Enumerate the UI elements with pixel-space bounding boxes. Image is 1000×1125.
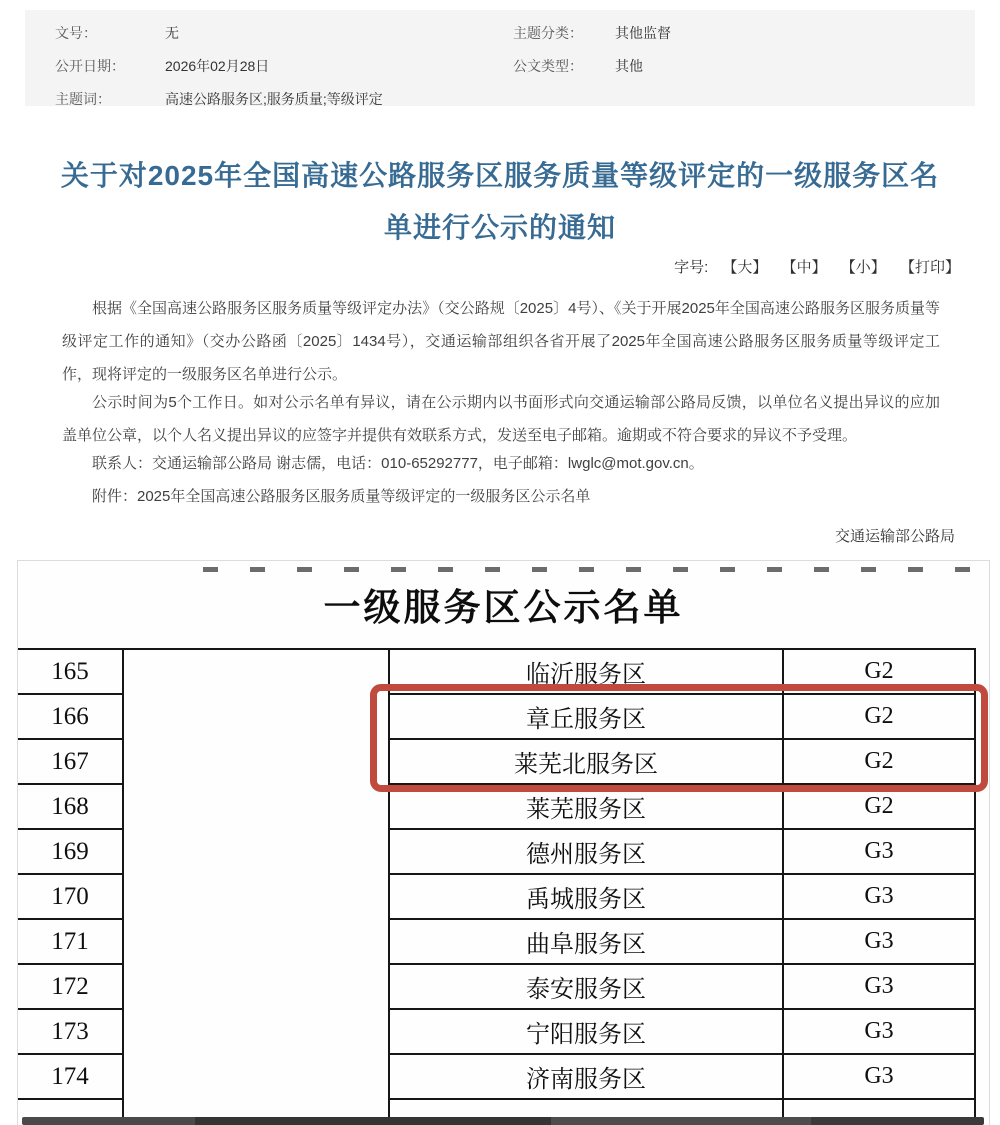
font-size-small-button[interactable]: 【小】 xyxy=(840,259,886,276)
row-number-cell: 172 xyxy=(17,964,123,1009)
paragraph-basis: 根据《全国高速公路服务区服务质量等级评定办法》（交公路规〔2025〕4号）、《关于开展2025年全国高速公路服务区服务质量等级评定工作的通知》（交办公路函〔2025〕1434号），交通运输部组织各省开展了2025年全国高速公路服务区服务质量等级评定工作，现将评定的一级服务区名单进行公示。 xyxy=(62,300,940,383)
grade-cell: G2 xyxy=(783,784,975,829)
service-area-name-cell: 宁阳服务区 xyxy=(389,1009,783,1054)
grade-cell: G3 xyxy=(783,919,975,964)
scan-cropped-text-artifact xyxy=(203,567,978,572)
grade-cell: G3 xyxy=(783,1054,975,1099)
font-size-bar-label: 字号: xyxy=(674,259,709,276)
row-number-cell: 167 xyxy=(17,739,123,784)
grade-cell: G3 xyxy=(783,964,975,1009)
paragraph-objection: 公示时间为5个工作日。如对公示名单有异议，请在公示期内以书面形式向交通运输部公路局反馈，以单位名义提出异议的应加盖单位公章，以个人名义提出异议的应签字并提供有效联系方式，发送至电子邮箱。逾期或不符合要求的异议不予受理。 xyxy=(62,394,940,444)
doc-number-value: 无 xyxy=(165,25,179,41)
service-area-name-cell: 临沂服务区 xyxy=(389,649,783,694)
grade-cell: G3 xyxy=(783,874,975,919)
scan-table-title: 一级服务区公示名单 xyxy=(323,587,684,628)
attachment-scan-image xyxy=(17,560,990,1125)
grade-cell: G3 xyxy=(783,829,975,874)
publish-date-value: 2026年02月28日 xyxy=(165,58,270,74)
grade-cell: G2 xyxy=(783,739,975,784)
doc-type-label: 公文类型： xyxy=(513,58,583,74)
keywords-value: 高速公路服务区;服务质量;等级评定 xyxy=(165,91,383,107)
print-button[interactable]: 【打印】 xyxy=(899,259,960,276)
doc-number-label: 文号： xyxy=(55,25,97,41)
row-number-cell: 170 xyxy=(17,874,123,919)
table-row xyxy=(17,649,975,694)
keywords-label: 主题词： xyxy=(55,91,111,107)
font-size-bar xyxy=(664,256,960,277)
service-area-name-cell: 德州服务区 xyxy=(389,829,783,874)
row-number-cell: 171 xyxy=(17,919,123,964)
service-area-name-cell: 莱芜北服务区 xyxy=(389,739,783,784)
service-area-name-cell: 章丘服务区 xyxy=(389,694,783,739)
grade-cell: G2 xyxy=(783,649,975,694)
province-merged-cell xyxy=(123,649,389,1125)
document-meta-panel xyxy=(25,10,975,106)
topic-class-value: 其他监督 xyxy=(615,25,671,41)
service-area-table xyxy=(17,648,976,1125)
attachment-line: 附件：2025年全国高速公路服务区服务质量等级评定的一级服务区公示名单 xyxy=(92,488,591,505)
row-number-cell: 168 xyxy=(17,784,123,829)
publish-date-label: 公开日期： xyxy=(55,58,125,74)
grade-cell: G3 xyxy=(783,1009,975,1054)
topic-class-label: 主题分类： xyxy=(513,25,583,41)
row-number-cell: 174 xyxy=(17,1054,123,1099)
service-area-name-cell: 曲阜服务区 xyxy=(389,919,783,964)
row-number-cell: 169 xyxy=(17,829,123,874)
grade-cell: G2 xyxy=(783,694,975,739)
scan-table-body xyxy=(17,649,975,1125)
service-area-name-cell: 泰安服务区 xyxy=(389,964,783,1009)
service-area-name-cell: 莱芜服务区 xyxy=(389,784,783,829)
row-number-cell: 166 xyxy=(17,694,123,739)
row-number-cell: 165 xyxy=(17,649,123,694)
row-number-cell: 173 xyxy=(17,1009,123,1054)
page-title: 关于对2025年全国高速公路服务区服务质量等级评定的一级服务区名单进行公示的通知 xyxy=(60,160,940,243)
font-size-large-button[interactable]: 【大】 xyxy=(722,259,768,276)
service-area-name-cell: 济南服务区 xyxy=(389,1054,783,1099)
issuing-department: 交通运输部公路局 xyxy=(834,528,955,545)
font-size-medium-button[interactable]: 【中】 xyxy=(781,259,827,276)
scan-bottom-artifact xyxy=(22,1117,984,1125)
service-area-name-cell: 禹城服务区 xyxy=(389,874,783,919)
contact-line: 联系人：交通运输部公路局 谢志儒，电话：010-65292777，电子邮箱：lwglc@mot.gov.cn。 xyxy=(92,455,704,472)
doc-type-value: 其他 xyxy=(615,58,643,74)
